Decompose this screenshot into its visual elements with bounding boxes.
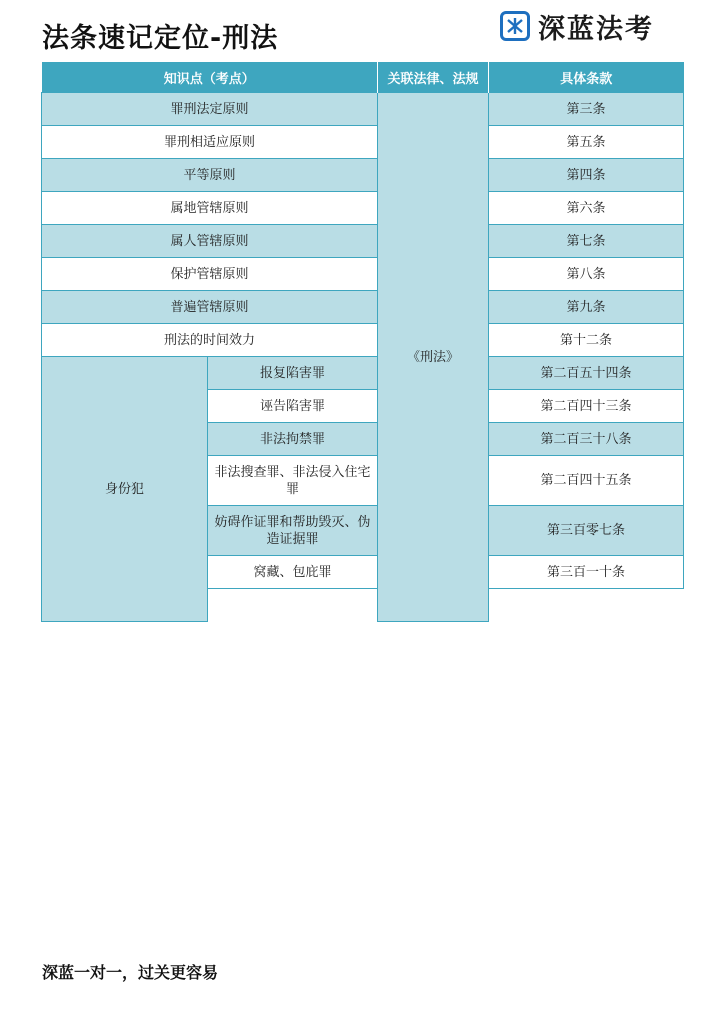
article-number: 第三百一十条 bbox=[489, 556, 684, 589]
knowledge-point: 妨碍作证罪和帮助毁灭、伪造证据罪 bbox=[208, 506, 378, 556]
knowledge-point: 非法拘禁罪 bbox=[208, 423, 378, 456]
related-law: 《刑法》 bbox=[378, 93, 489, 622]
article-number: 第七条 bbox=[489, 225, 684, 258]
footer-slogan: 深蓝一对一，过关更容易 bbox=[42, 963, 219, 982]
knowledge-point: 罪刑法定原则 bbox=[42, 93, 378, 126]
article-number: 第三条 bbox=[489, 93, 684, 126]
article-number: 第三百零七条 bbox=[489, 506, 684, 556]
knowledge-point: 罪刑相适应原则 bbox=[42, 126, 378, 159]
table-row bbox=[42, 225, 684, 258]
knowledge-point: 属地管辖原则 bbox=[42, 192, 378, 225]
knowledge-point: 窝藏、包庇罪 bbox=[208, 556, 378, 589]
table-row bbox=[42, 93, 684, 126]
table-header-row bbox=[42, 62, 684, 93]
article-number: 第九条 bbox=[489, 291, 684, 324]
brand-name: 深蓝法考 bbox=[538, 13, 654, 45]
group-label-identity-crime: 身份犯 bbox=[42, 357, 208, 622]
brand-logo-icon bbox=[500, 11, 530, 41]
statute-table bbox=[41, 62, 684, 622]
knowledge-point: 保护管辖原则 bbox=[42, 258, 378, 291]
knowledge-point: 刑法的时间效力 bbox=[42, 324, 378, 357]
table-row bbox=[42, 324, 684, 357]
article-number: 第十二条 bbox=[489, 324, 684, 357]
table-row bbox=[42, 126, 684, 159]
table-row bbox=[42, 357, 684, 390]
knowledge-point: 报复陷害罪 bbox=[208, 357, 378, 390]
table-row bbox=[42, 291, 684, 324]
col-header-point: 知识点（考点） bbox=[42, 62, 378, 93]
page-title: 法条速记定位-刑法 bbox=[42, 23, 279, 54]
knowledge-point: 非法搜查罪、非法侵入住宅罪 bbox=[208, 456, 378, 506]
table-row bbox=[42, 192, 684, 225]
table-row bbox=[42, 258, 684, 291]
knowledge-point: 属人管辖原则 bbox=[42, 225, 378, 258]
knowledge-point: 诬告陷害罪 bbox=[208, 390, 378, 423]
article-number: 第四条 bbox=[489, 159, 684, 192]
col-header-article: 具体条款 bbox=[489, 62, 684, 93]
article-number: 第二百三十八条 bbox=[489, 423, 684, 456]
brand bbox=[500, 8, 654, 44]
article-number: 第二百五十四条 bbox=[489, 357, 684, 390]
article-number: 第二百四十五条 bbox=[489, 456, 684, 506]
knowledge-point: 普遍管辖原则 bbox=[42, 291, 378, 324]
article-number: 第六条 bbox=[489, 192, 684, 225]
col-header-law: 关联法律、法规 bbox=[378, 62, 489, 93]
article-number: 第五条 bbox=[489, 126, 684, 159]
table-row bbox=[42, 159, 684, 192]
article-number: 第二百四十三条 bbox=[489, 390, 684, 423]
article-number: 第八条 bbox=[489, 258, 684, 291]
knowledge-point: 平等原则 bbox=[42, 159, 378, 192]
